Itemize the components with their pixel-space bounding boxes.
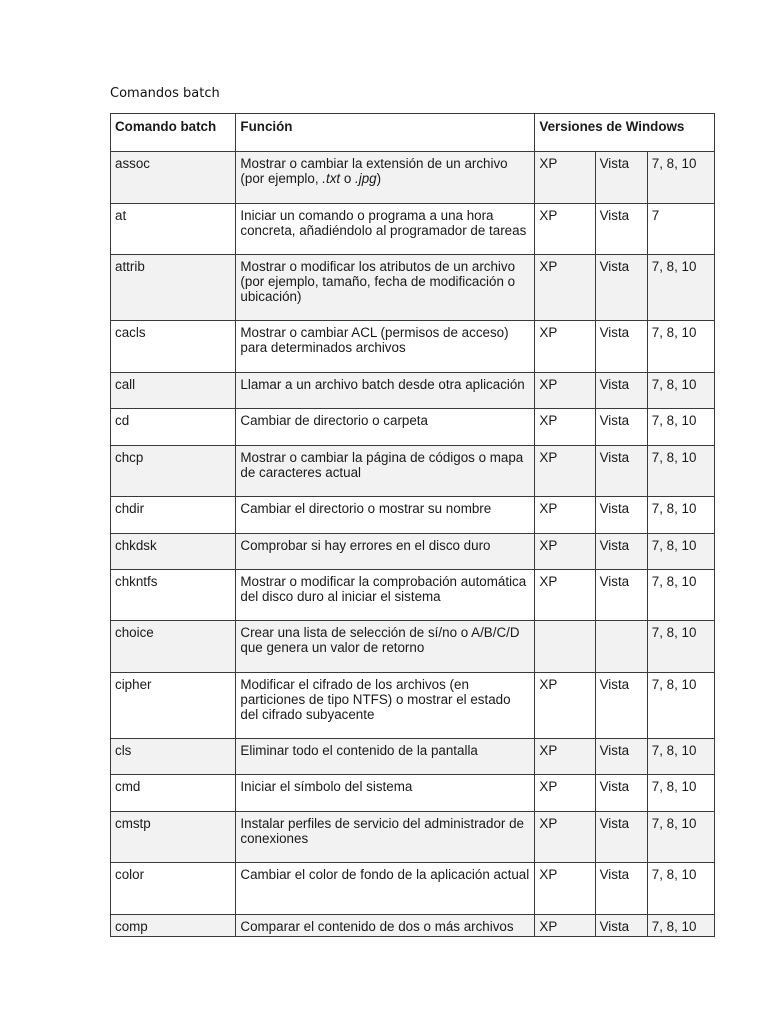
version-xp-cell: XP <box>535 373 595 409</box>
function-cell: Cambiar el color de fondo de la aplicación actual <box>236 863 535 915</box>
version-win-cell: 7, 8, 10 <box>647 409 714 446</box>
commands-table <box>110 113 715 937</box>
version-win-cell: 7, 8, 10 <box>647 739 714 775</box>
function-text-part: Mostrar o cambiar la extensión de un archivo (por ejemplo, <box>240 156 508 186</box>
version-vista-cell: Vista <box>595 373 647 409</box>
version-xp-cell: XP <box>535 255 595 321</box>
version-vista-cell: Vista <box>595 812 647 863</box>
version-win-cell: 7, 8, 10 <box>647 863 714 915</box>
version-vista-cell: Vista <box>595 204 647 255</box>
table-row <box>111 409 715 446</box>
function-cell: Modificar el cifrado de los archivos (en particiones de tipo NTFS) o mostrar el estado del cifrado subyacente <box>236 673 535 739</box>
version-vista-cell: Vista <box>595 863 647 915</box>
version-xp-cell: XP <box>535 812 595 863</box>
command-cell: chkdsk <box>111 534 236 570</box>
version-xp-cell: XP <box>535 409 595 446</box>
table-row <box>111 863 715 915</box>
function-cell: Crear una lista de selección de sí/no o A/B/C/D que genera un valor de retorno <box>236 621 535 673</box>
command-cell: chdir <box>111 497 236 534</box>
header-versions: Versiones de Windows <box>535 114 715 152</box>
table-row <box>111 673 715 739</box>
table-row <box>111 570 715 621</box>
function-cell: Llamar a un archivo batch desde otra aplicación <box>236 373 535 409</box>
command-cell: cd <box>111 409 236 446</box>
version-win-cell: 7, 8, 10 <box>647 152 714 204</box>
header-command: Comando batch <box>111 114 236 152</box>
table-body <box>111 152 715 937</box>
table-row <box>111 373 715 409</box>
version-win-cell: 7, 8, 10 <box>647 321 714 373</box>
version-win-cell: 7, 8, 10 <box>647 812 714 863</box>
table-row <box>111 534 715 570</box>
version-win-cell: 7, 8, 10 <box>647 497 714 534</box>
document-heading: Comandos batch <box>110 86 220 101</box>
function-cell: Instalar perfiles de servicio del administrador de conexiones <box>236 812 535 863</box>
function-cell: Cambiar de directorio o carpeta <box>236 409 535 446</box>
table-row <box>111 152 715 204</box>
command-cell: cls <box>111 739 236 775</box>
command-cell: cacls <box>111 321 236 373</box>
version-xp-cell <box>535 621 595 673</box>
command-cell: cmstp <box>111 812 236 863</box>
version-vista-cell: Vista <box>595 255 647 321</box>
function-cell: Mostrar o cambiar ACL (permisos de acceso) para determinados archivos <box>236 321 535 373</box>
table-row <box>111 621 715 673</box>
command-cell: choice <box>111 621 236 673</box>
version-xp-cell: XP <box>535 863 595 915</box>
function-cell: Mostrar o modificar los atributos de un archivo (por ejemplo, tamaño, fecha de modificación o ubicación) <box>236 255 535 321</box>
function-example-extension: .jpg <box>355 171 377 186</box>
command-cell: comp <box>111 915 236 937</box>
version-vista-cell: Vista <box>595 152 647 204</box>
version-vista-cell: Vista <box>595 534 647 570</box>
version-vista-cell: Vista <box>595 673 647 739</box>
version-vista-cell: Vista <box>595 915 647 937</box>
version-xp-cell: XP <box>535 673 595 739</box>
version-win-cell: 7, 8, 10 <box>647 446 714 497</box>
version-xp-cell: XP <box>535 739 595 775</box>
command-cell: cmd <box>111 775 236 812</box>
version-win-cell: 7, 8, 10 <box>647 673 714 739</box>
version-win-cell: 7, 8, 10 <box>647 621 714 673</box>
function-example-extension: .txt <box>322 171 341 186</box>
version-xp-cell: XP <box>535 915 595 937</box>
function-text-part: ) <box>376 171 382 186</box>
version-vista-cell: Vista <box>595 409 647 446</box>
command-cell: call <box>111 373 236 409</box>
version-xp-cell: XP <box>535 204 595 255</box>
version-win-cell: 7, 8, 10 <box>647 534 714 570</box>
function-cell <box>236 152 535 204</box>
version-xp-cell: XP <box>535 570 595 621</box>
version-win-cell: 7, 8, 10 <box>647 255 714 321</box>
version-vista-cell: Vista <box>595 775 647 812</box>
function-cell: Cambiar el directorio o mostrar su nombre <box>236 497 535 534</box>
version-vista-cell: Vista <box>595 446 647 497</box>
table-row <box>111 204 715 255</box>
function-cell: Eliminar todo el contenido de la pantalla <box>236 739 535 775</box>
version-win-cell: 7, 8, 10 <box>647 915 714 937</box>
table-row <box>111 255 715 321</box>
version-win-cell: 7, 8, 10 <box>647 373 714 409</box>
command-cell: assoc <box>111 152 236 204</box>
version-vista-cell: Vista <box>595 321 647 373</box>
function-cell: Iniciar el símbolo del sistema <box>236 775 535 812</box>
table-row <box>111 775 715 812</box>
version-win-cell: 7, 8, 10 <box>647 775 714 812</box>
version-xp-cell: XP <box>535 446 595 497</box>
version-win-cell: 7 <box>647 204 714 255</box>
version-xp-cell: XP <box>535 152 595 204</box>
version-xp-cell: XP <box>535 321 595 373</box>
table-row <box>111 321 715 373</box>
function-cell: Comparar el contenido de dos o más archivos <box>236 915 535 937</box>
function-cell: Iniciar un comando o programa a una hora concreta, añadiéndolo al programador de tareas <box>236 204 535 255</box>
version-xp-cell: XP <box>535 534 595 570</box>
table-row <box>111 497 715 534</box>
command-cell: chkntfs <box>111 570 236 621</box>
table-row <box>111 739 715 775</box>
command-cell: cipher <box>111 673 236 739</box>
header-function: Función <box>236 114 535 152</box>
version-vista-cell: Vista <box>595 570 647 621</box>
table-row <box>111 812 715 863</box>
table-row <box>111 446 715 497</box>
function-cell: Mostrar o cambiar la página de códigos o mapa de caracteres actual <box>236 446 535 497</box>
function-cell: Comprobar si hay errores en el disco duro <box>236 534 535 570</box>
command-cell: chcp <box>111 446 236 497</box>
table-header-row <box>111 114 715 152</box>
version-win-cell: 7, 8, 10 <box>647 570 714 621</box>
version-vista-cell <box>595 621 647 673</box>
function-cell: Mostrar o modificar la comprobación automática del disco duro al iniciar el sistema <box>236 570 535 621</box>
command-cell: attrib <box>111 255 236 321</box>
version-vista-cell: Vista <box>595 739 647 775</box>
command-cell: color <box>111 863 236 915</box>
command-cell: at <box>111 204 236 255</box>
version-xp-cell: XP <box>535 497 595 534</box>
version-xp-cell: XP <box>535 775 595 812</box>
function-text-part: o <box>340 171 356 186</box>
version-vista-cell: Vista <box>595 497 647 534</box>
table-row <box>111 915 715 937</box>
